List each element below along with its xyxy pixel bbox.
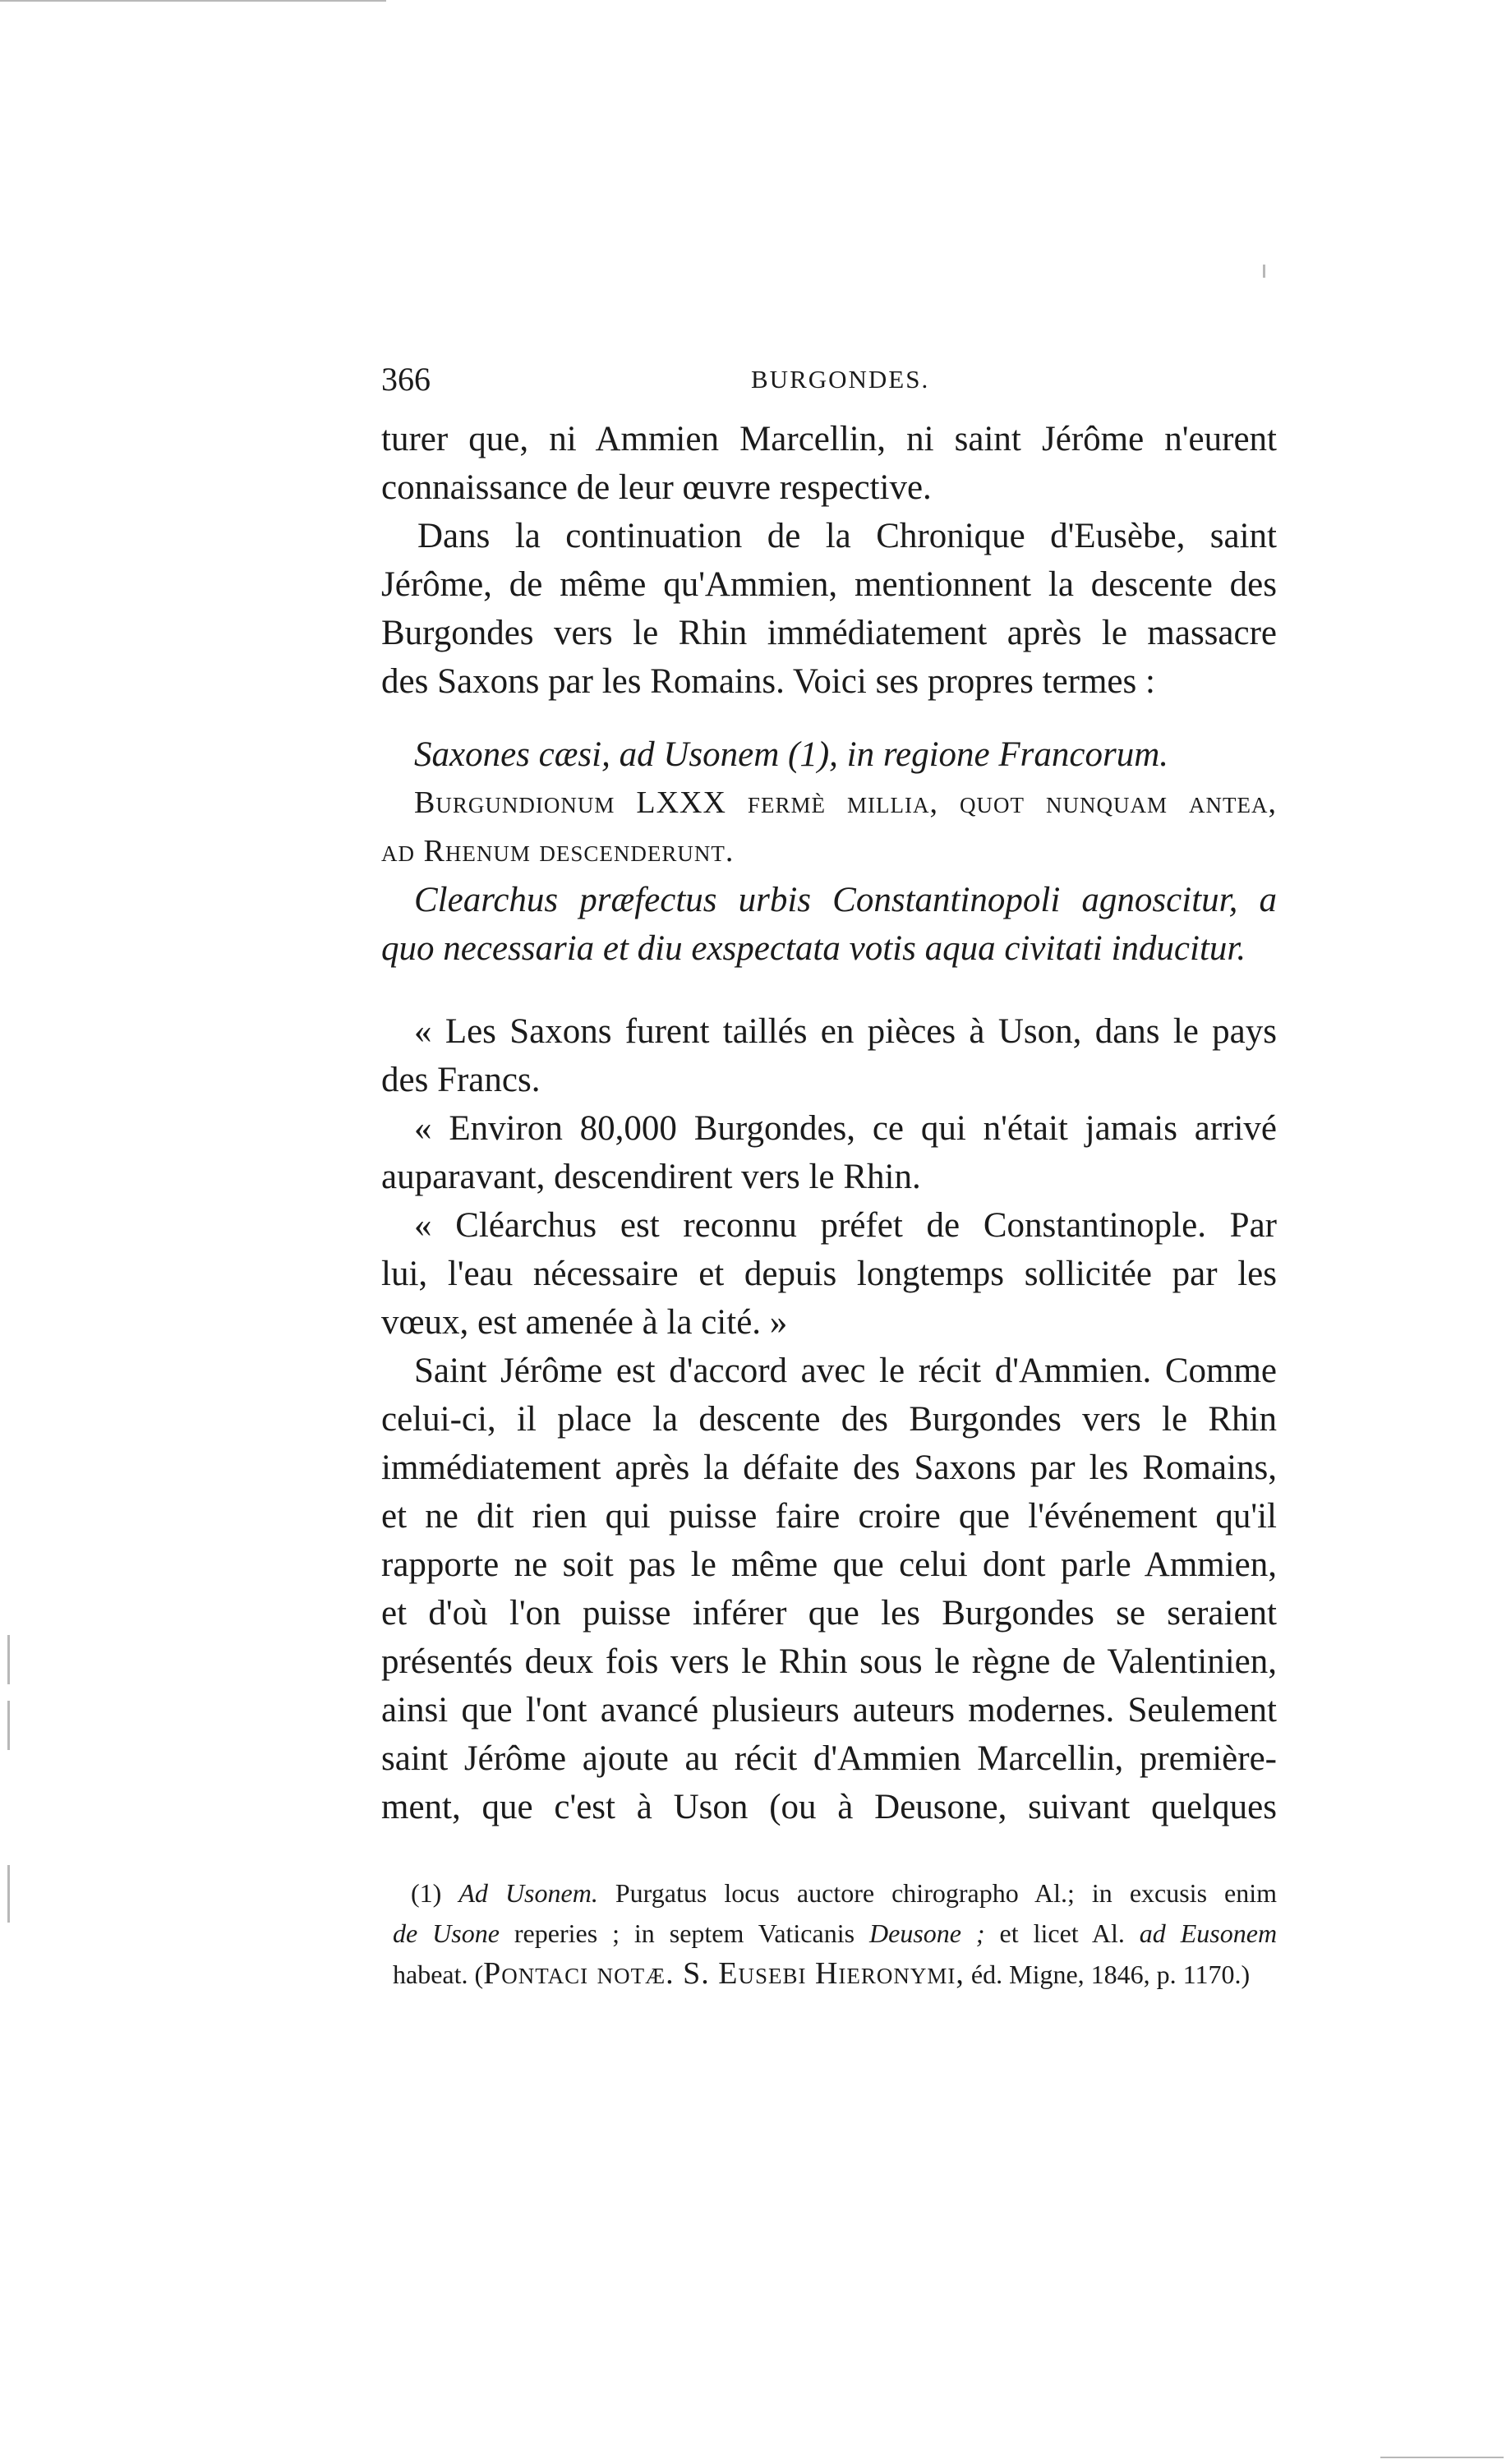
scan-mark bbox=[1380, 2457, 1504, 2458]
translation-line: auparavant, descendirent vers le Rhin. bbox=[381, 1158, 921, 1196]
footnote-text: éd. Migne, 1846, p. 1170.) bbox=[970, 1960, 1251, 1989]
footnote-line bbox=[393, 1954, 1277, 1994]
main-text bbox=[381, 415, 1277, 1831]
running-head: BURGONDES. bbox=[751, 365, 930, 394]
text-line: des Saxons par les Romains. Voici ses propres termes : bbox=[381, 662, 1155, 701]
scan-mark bbox=[0, 0, 386, 2]
scan-mark bbox=[1263, 265, 1265, 278]
footnote-text: Purgatus locus auctore chirographo Al.; in excusis enim bbox=[615, 1878, 1278, 1908]
latin-quote-line: ad Rhenum descenderunt. bbox=[381, 834, 735, 868]
translation-line: des Francs. bbox=[381, 1061, 541, 1099]
footnote-text: et licet Al. bbox=[999, 1918, 1125, 1948]
translation-line: vœux, est amenée à la cité. » bbox=[381, 1303, 788, 1342]
translation-line: « Les Saxons furent taillés en pièces à Uson, dans le pays bbox=[414, 1012, 1277, 1051]
translation-line: « Cléarchus est reconnu préfet de Constantinople. Par bbox=[414, 1206, 1277, 1245]
translation-line: lui, l'eau nécessaire et depuis longtemps sollicitée par les bbox=[381, 1255, 1277, 1293]
footnote-citation: Pontaci notæ. S. Eusebi Hieronymi, bbox=[483, 1956, 965, 1991]
text-line: immédiatement après la défaite des Saxons par les Romains, bbox=[381, 1448, 1277, 1487]
latin-quote-line: Clearchus præfectus urbis Constantinopoli agnoscitur, a bbox=[414, 881, 1277, 919]
page-header bbox=[381, 360, 1277, 409]
footnote-line bbox=[393, 1914, 1277, 1954]
text-line: présentés deux fois vers le Rhin sous le règne de Valentinien, bbox=[381, 1642, 1277, 1681]
translation-line: « Environ 80,000 Burgondes, ce qui n'était jamais arrivé bbox=[414, 1109, 1277, 1148]
footnote-term: Deusone ; bbox=[869, 1918, 985, 1948]
latin-quote-line: quo necessaria et diu exspectata votis aqua civitati inducitur. bbox=[381, 929, 1246, 968]
text-line: ment, que c'est à Uson (ou à Deusone, suivant quelques bbox=[381, 1788, 1277, 1826]
footnote-term: de Usone bbox=[393, 1918, 500, 1948]
text-line: connaissance de leur œuvre respective. bbox=[381, 468, 932, 507]
text-line: Saint Jérôme est d'accord avec le récit d'Ammien. Comme bbox=[414, 1352, 1277, 1390]
text-line: celui-ci, il place la descente des Burgondes vers le Rhin bbox=[381, 1400, 1277, 1439]
latin-quote-line: Burgundionum LXXX fermè millia, quot nunquam antea, bbox=[414, 785, 1277, 820]
footnote-term: Ad Usonem. bbox=[458, 1878, 598, 1908]
text-line: rapporte ne soit pas le même que celui dont parle Ammien, bbox=[381, 1545, 1277, 1584]
footnote-marker: (1) bbox=[411, 1878, 442, 1908]
text-line: et d'où l'on puisse inférer que les Burgondes se seraient bbox=[381, 1594, 1277, 1633]
footnote-text: reperies ; in septem Vaticanis bbox=[514, 1918, 855, 1948]
latin-quote-line: Saxones cæsi, ad Usonem (1), in regione Francorum. bbox=[414, 735, 1168, 774]
scan-mark bbox=[7, 1635, 10, 1684]
text-line: saint Jérôme ajoute au récit d'Ammien Marcellin, première- bbox=[381, 1739, 1277, 1778]
footnote-text: habeat. ( bbox=[393, 1960, 484, 1989]
text-line: ainsi que l'ont avancé plusieurs auteurs modernes. Seulement bbox=[381, 1691, 1277, 1729]
scan-mark bbox=[7, 1701, 10, 1750]
text-line: Burgondes vers le Rhin immédiatement après le massacre bbox=[381, 614, 1277, 652]
footnote-line bbox=[393, 1873, 1277, 1914]
scan-mark bbox=[7, 1865, 10, 1923]
text-line: Dans la continuation de la Chronique d'Eusèbe, saint bbox=[417, 517, 1277, 555]
page-number: 366 bbox=[381, 361, 431, 398]
text-line: turer que, ni Ammien Marcellin, ni saint Jérôme n'eurent bbox=[381, 420, 1277, 458]
text-line: Jérôme, de même qu'Ammien, mentionnent la descente des bbox=[381, 565, 1277, 604]
footnote-term: ad Eusonem bbox=[1139, 1918, 1278, 1948]
footnote bbox=[393, 1873, 1277, 1994]
text-line: et ne dit rien qui puisse faire croire que l'événement qu'il bbox=[381, 1497, 1277, 1536]
